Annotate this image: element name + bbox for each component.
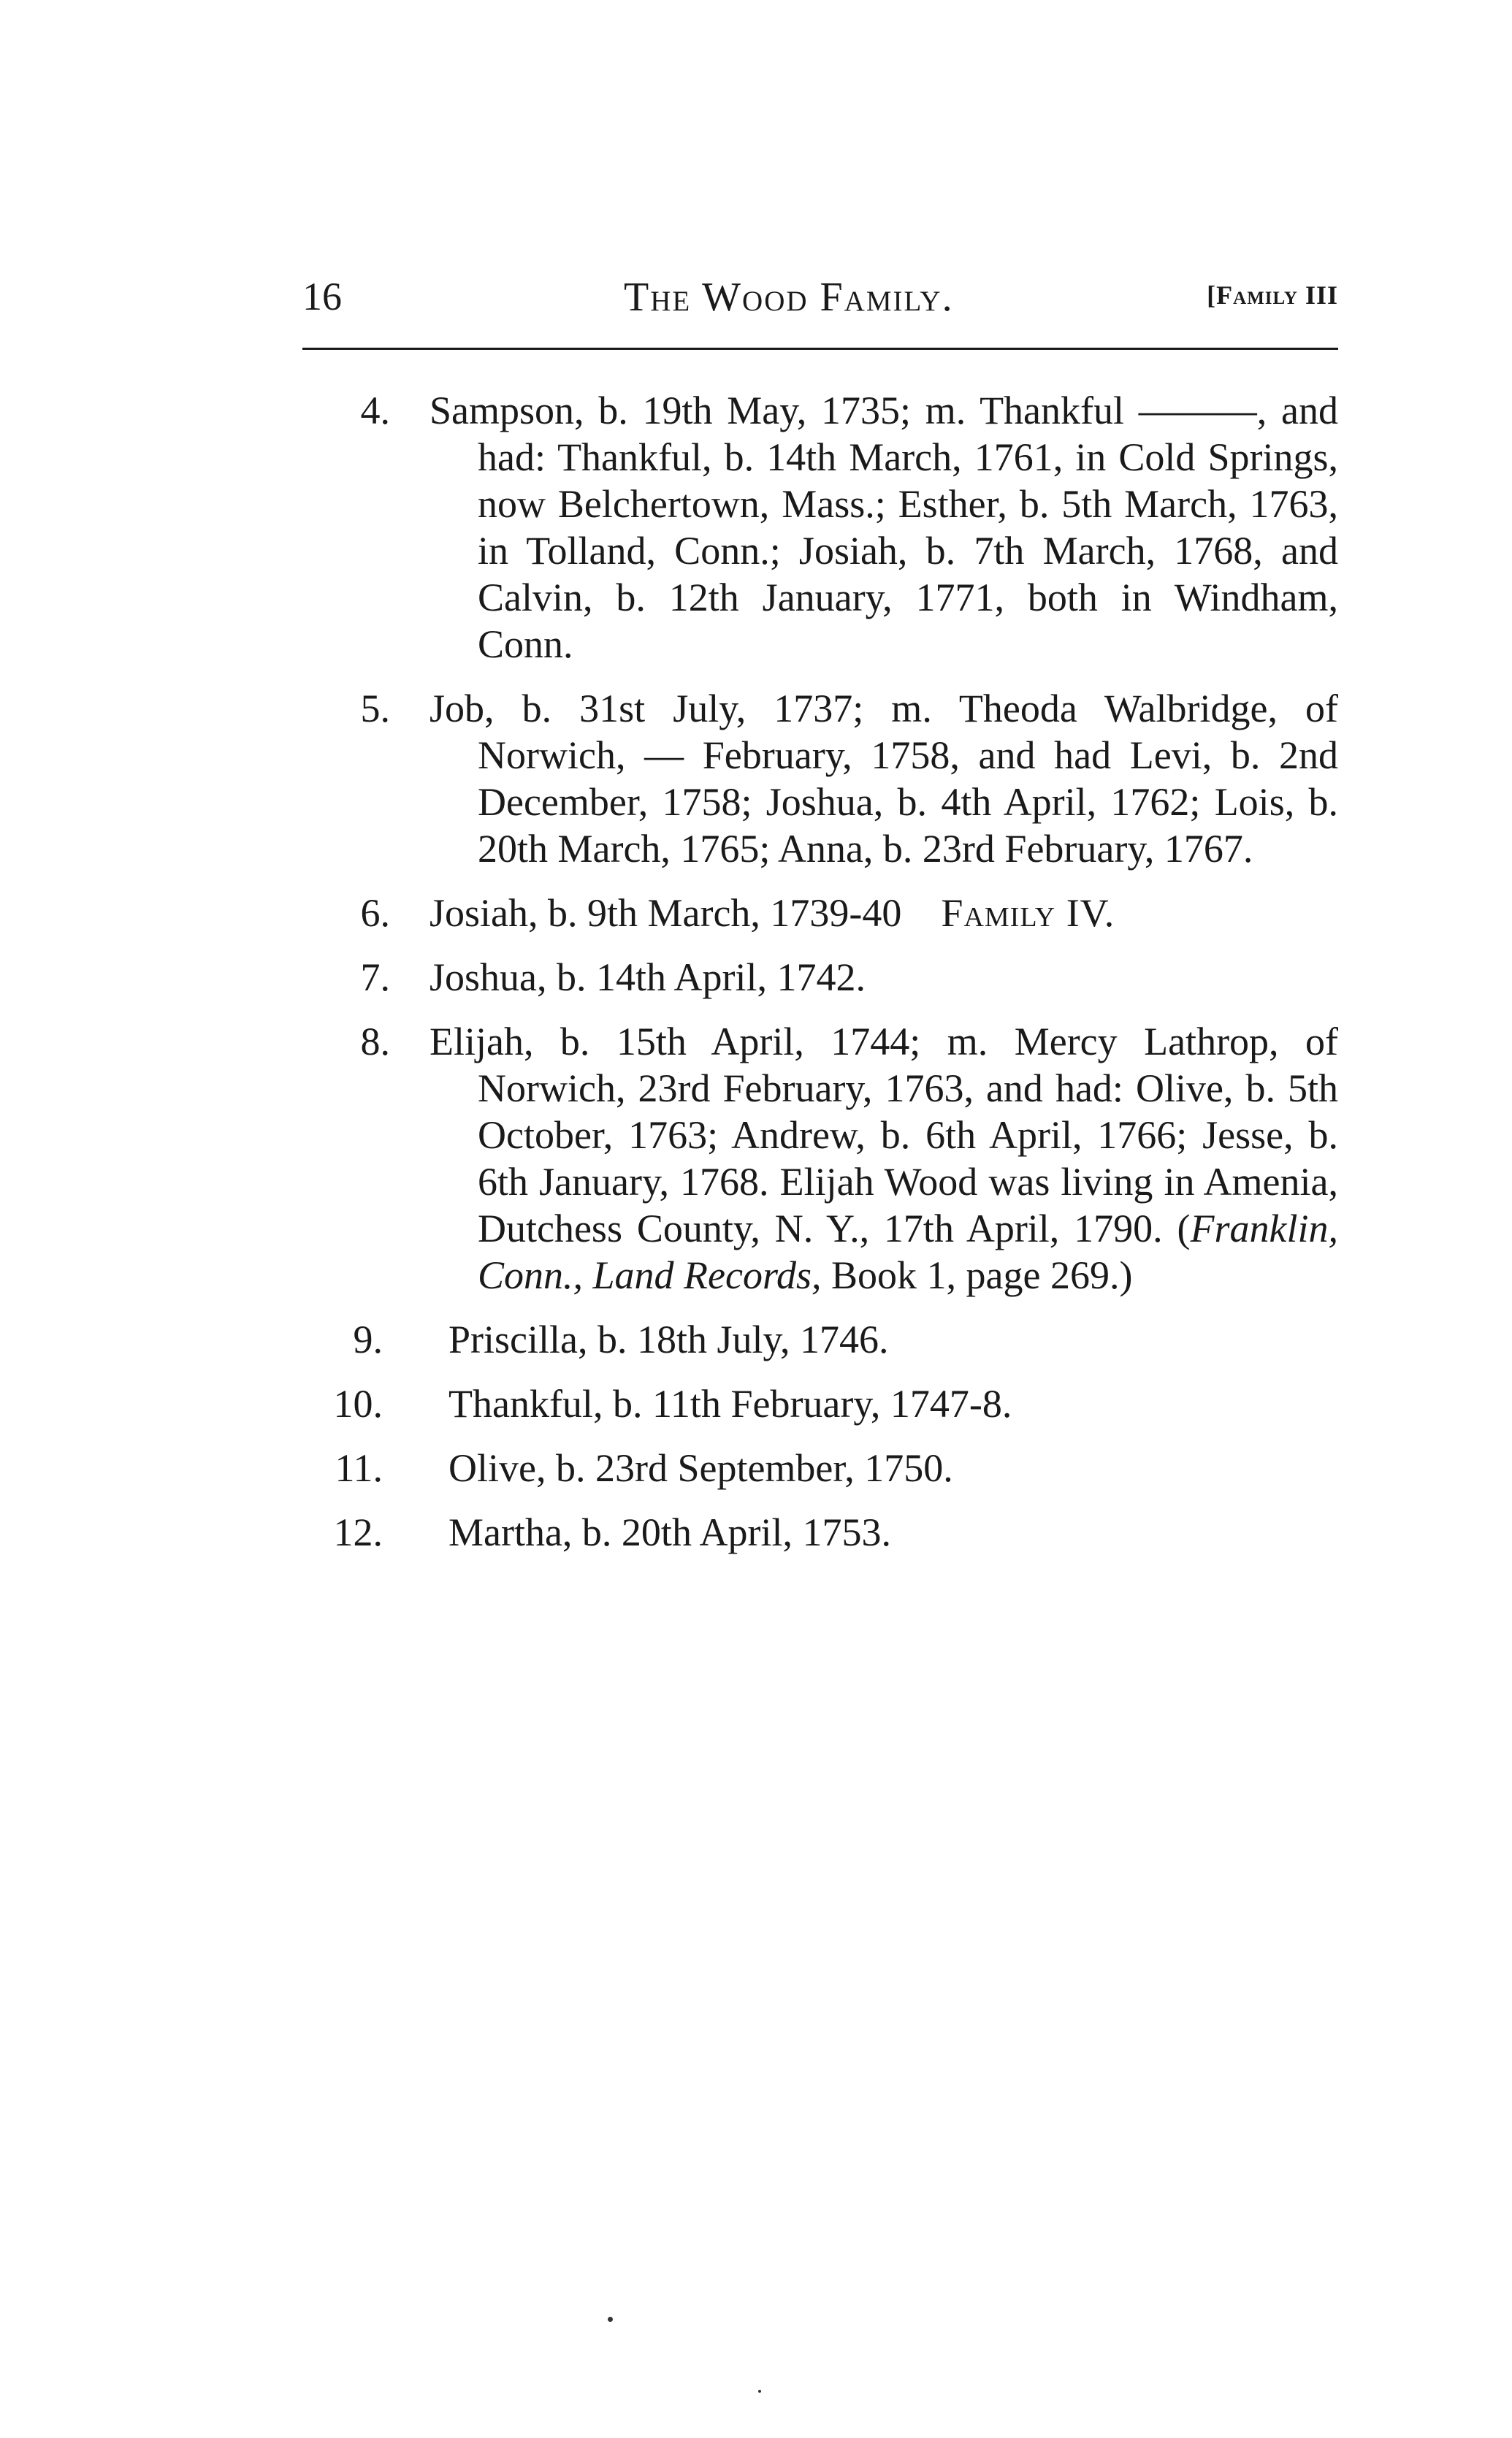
entry-text: Priscilla, b. 18th July, 1746. [448,1318,889,1361]
family-cross-reference: Family IV. [941,891,1115,935]
citation-open: ( [1177,1207,1191,1250]
entry-text: Josiah, b. 9th March, 1739-40 [429,891,902,935]
entry-body [429,1018,1338,1299]
family-reference: [Family III [1207,280,1338,310]
entry-number: 12. [333,1510,383,1554]
entry-number: 4. [360,389,390,432]
print-speck [758,2390,761,2393]
citation-rest: Book 1, page 269.) [821,1253,1133,1297]
list-item [302,387,1338,668]
entry-number: 11. [335,1446,383,1490]
page-number: 16 [302,275,342,318]
header-rule [302,348,1338,350]
entry-text: Joshua, b. 14th April, 1742. [429,955,866,999]
entry-text: Job, b. 31st July, 1737; m. Theoda Walbridge, of Norwich, — February, 1758, and had Levi, b. 2nd December, 1758; Joshua, b. 4th April, 1762; Lois, b. 20th March, 1765; Anna, b. 23rd February, 1767. [429,687,1338,871]
entry-body [429,890,1338,936]
entry-text: Olive, b. 23rd September, 1750. [448,1446,953,1490]
entry-number: 6. [360,891,390,935]
entry-text: Thankful, b. 11th February, 1747-8. [448,1382,1012,1426]
entry-number: 7. [360,955,390,999]
list-item [302,1445,1338,1491]
entry-number: 9. [353,1318,383,1361]
entry-number: 5. [360,687,390,730]
entry-text: Sampson, b. 19th May, 1735; m. Thankful ———, and had: Thankful, b. 14th March, 1761, in Cold Springs, now Belchertown, Mass.; Esther, b. 5th March, 1763, in Tolland, Conn.; Josiah, b. 7th March, 1768, and Calvin, b. 12th January, 1771, both in Windham, Conn. [429,389,1338,666]
list-item [302,685,1338,872]
page-header [302,274,1338,325]
list-item [302,1509,1338,1556]
running-title: The Wood Family. [624,275,954,320]
entry-text: Martha, b. 20th April, 1753. [448,1510,891,1554]
list-item [302,1316,1338,1363]
entry-list [302,387,1338,1573]
list-item [302,890,1338,936]
list-item [302,1018,1338,1299]
entry-text: Elijah, b. 15th April, 1744; m. Mercy Lathrop, of Norwich, 23rd February, 1763, and had: Olive, b. 5th October, 1763; Andrew, b. 6th April, 1766; Jesse, b. 6th January, 1768. Elijah Wood was living in Amenia, Dutchess County, N. Y., 17th April, 1790. [429,1020,1338,1250]
list-item [302,1380,1338,1427]
entry-number: 10. [333,1382,383,1426]
print-speck [608,2317,613,2322]
citation-source: Franklin, Conn., Land Records, [478,1207,1338,1297]
list-item [302,954,1338,1001]
entry-number: 8. [360,1020,390,1063]
